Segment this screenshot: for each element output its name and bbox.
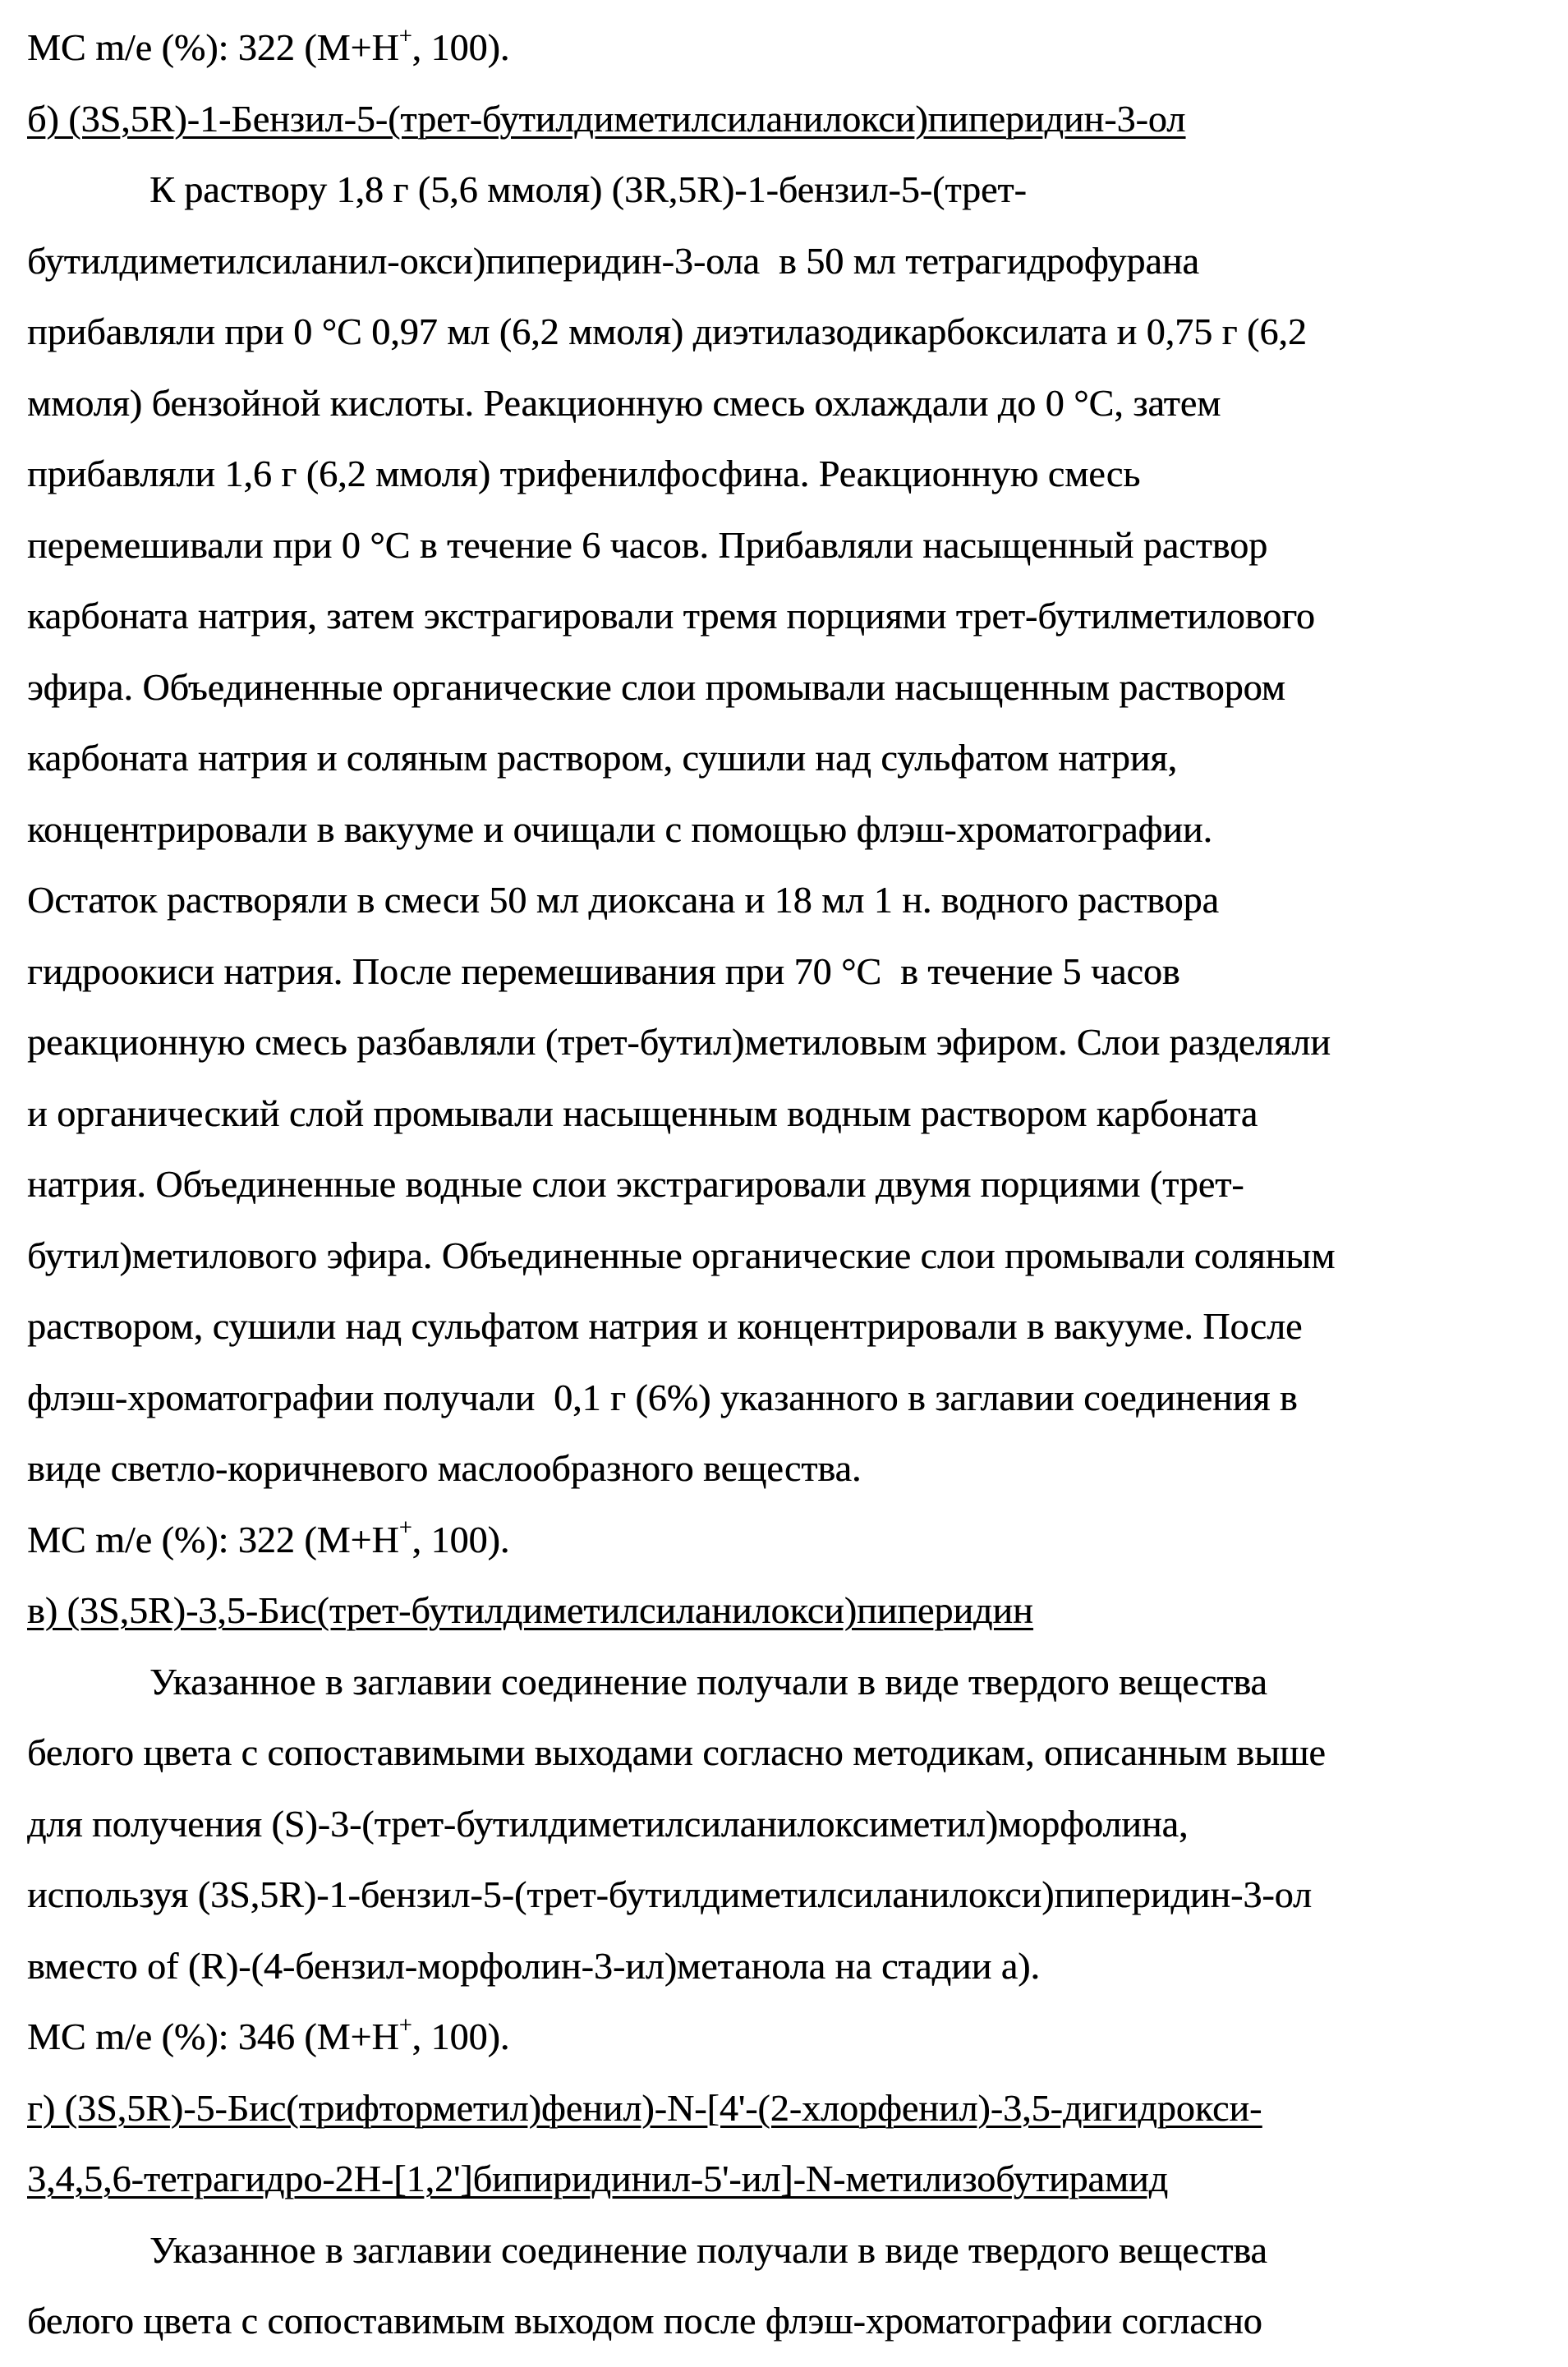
- line-text: белого цвета с сопоставимыми выходами согласно методикам, описанным выше: [27, 1731, 1326, 1773]
- ms-post: , 100).: [412, 2015, 509, 2057]
- section-heading: [0, 84, 1568, 155]
- paragraph-line: [0, 652, 1568, 724]
- mass-spec-line: [0, 12, 1568, 84]
- line-text: в) (3S,5R)-3,5-Бис(трет-бутилдиметилсиланилокси)пиперидин: [27, 1589, 1033, 1631]
- section-heading: [0, 1575, 1568, 1647]
- ms-post: , 100).: [412, 26, 509, 68]
- paragraph-line: [0, 936, 1568, 1008]
- paragraph-line: [0, 1789, 1568, 1860]
- line-text: перемешивали при 0 °С в течение 6 часов. Прибавляли насыщенный раствор: [27, 524, 1267, 566]
- line-text: Остаток растворяли в смеси 50 мл диоксана и 18 мл 1 н. водного раствора: [27, 879, 1219, 921]
- paragraph-line: [0, 1363, 1568, 1434]
- paragraph-line: [0, 1149, 1568, 1220]
- line-text: б) (3S,5R)-1-Бензил-5-(трет-бутилдиметилсиланилокси)пиперидин-3-ол: [27, 98, 1185, 140]
- line-text: раствором, сушили над сульфатом натрия и концентрировали в вакууме. После: [27, 1305, 1302, 1347]
- line-text: карбоната натрия и соляным раствором, сушили над сульфатом натрия,: [27, 737, 1177, 779]
- section-heading: [0, 2073, 1568, 2144]
- paragraph-line: [0, 2286, 1568, 2357]
- line-text: для получения (S)-3-(трет-бутилдиметилсиланилоксиметил)морфолина,: [27, 1803, 1188, 1845]
- mass-spec-line: [0, 2002, 1568, 2073]
- paragraph-line: [0, 1717, 1568, 1789]
- line-text: белого цвета с сопоставимым выходом после флэш-хроматографии согласно: [27, 2300, 1262, 2342]
- line-text: виде светло-коричневого маслообразного вещества.: [27, 1447, 861, 1489]
- line-text: 3,4,5,6-тетрагидро-2Н-[1,2']бипиридинил-5'-ил]-N-метилизобутирамид: [27, 2158, 1168, 2199]
- paragraph-line: [0, 1647, 1568, 1718]
- line-text: Указанное в заглавии соединение получали в виде твердого вещества: [149, 2229, 1267, 2271]
- line-text: прибавляли 1,6 г (6,2 ммоля) трифенилфосфина. Реакционную смесь: [27, 453, 1140, 494]
- paragraph-line: [0, 1859, 1568, 1931]
- paragraph-line: [0, 1433, 1568, 1505]
- paragraph-line: [0, 794, 1568, 866]
- ms-pre: МС m/e (%): 346 (M+H: [27, 2015, 399, 2057]
- ms-pre: МС m/e (%): 322 (M+H: [27, 26, 399, 68]
- paragraph-line: [0, 1220, 1568, 1292]
- line-text: Указанное в заглавии соединение получали в виде твердого вещества: [149, 1661, 1267, 1703]
- mass-spec-line: [0, 1505, 1568, 1576]
- line-text: прибавляли при 0 °С 0,97 мл (6,2 ммоля) диэтилазодикарбоксилата и 0,75 г (6,2: [27, 310, 1307, 352]
- line-text: К раствору 1,8 г (5,6 ммоля) (3R,5R)-1-бензил-5-(трет-: [149, 168, 1027, 210]
- line-text: вместо of (R)-(4-бензил-морфолин-3-ил)метанола на стадии а).: [27, 1945, 1040, 1987]
- paragraph-line: [0, 296, 1568, 368]
- paragraph-line: [0, 439, 1568, 510]
- ms-sup: +: [399, 24, 412, 49]
- paragraph-line: [0, 1078, 1568, 1150]
- paragraph-line: [0, 1291, 1568, 1363]
- paragraph-line: [0, 1007, 1568, 1078]
- ms-pre: МС m/e (%): 322 (M+H: [27, 1519, 399, 1560]
- paragraph-line: [0, 1931, 1568, 2002]
- line-text: бутил)метилового эфира. Объединенные органические слои промывали соляным: [27, 1234, 1335, 1276]
- line-text: реакционную смесь разбавляли (трет-бутил)метиловым эфиром. Слои разделяли: [27, 1021, 1331, 1063]
- section-heading: [0, 2144, 1568, 2215]
- paragraph-line: [0, 368, 1568, 439]
- line-text: эфира. Объединенные органические слои промывали насыщенным раствором: [27, 666, 1285, 708]
- line-text: бутилдиметилсиланил-окси)пиперидин-3-ола в 50 мл тетрагидрофурана: [27, 240, 1199, 282]
- paragraph-line: [0, 865, 1568, 936]
- paragraph-line: [0, 510, 1568, 581]
- ms-post: , 100).: [412, 1519, 509, 1560]
- paragraph-line: [0, 154, 1568, 226]
- paragraph-line: [0, 2215, 1568, 2287]
- line-text: флэш-хроматографии получали 0,1 г (6%) указанного в заглавии соединения в: [27, 1377, 1298, 1418]
- paragraph-line: [0, 226, 1568, 297]
- line-text: карбоната натрия, затем экстрагировали тремя порциями трет-бутилметилового: [27, 595, 1315, 637]
- line-text: ммоля) бензойной кислоты. Реакционную смесь охлаждали до 0 °С, затем: [27, 382, 1221, 424]
- paragraph-line: [0, 723, 1568, 794]
- line-text: гидроокиси натрия. После перемешивания при 70 °С в течение 5 часов: [27, 950, 1180, 992]
- line-text: используя (3S,5R)-1-бензил-5-(трет-бутилдиметилсиланилокси)пиперидин-3-ол: [27, 1873, 1312, 1915]
- ms-sup: +: [399, 1515, 412, 1541]
- ms-sup: +: [399, 2013, 412, 2038]
- line-text: концентрировали в вакууме и очищали с помощью флэш-хроматографии.: [27, 808, 1212, 850]
- line-text: г) (3S,5R)-5-Бис(трифторметил)фенил)-N-[4'-(2-хлорфенил)-3,5-дигидрокси-: [27, 2087, 1262, 2129]
- document-page: [0, 12, 1568, 2357]
- paragraph-line: [0, 581, 1568, 652]
- line-text: и органический слой промывали насыщенным водным раствором карбоната: [27, 1092, 1258, 1134]
- line-text: натрия. Объединенные водные слои экстрагировали двумя порциями (трет-: [27, 1163, 1244, 1205]
